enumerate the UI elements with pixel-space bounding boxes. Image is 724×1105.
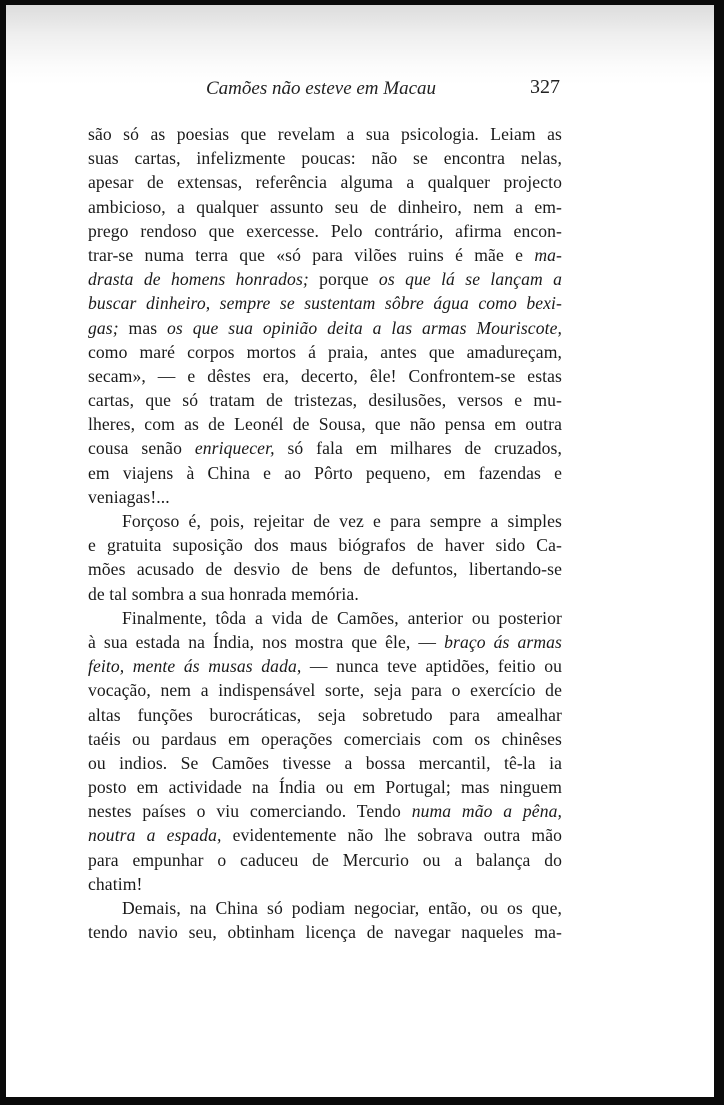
text-line: posto em actividade na Índia ou em Portugal; mas ninguem [88,777,562,798]
text-line: mões acusado de desvio de bens de defuntos, libertando-se [88,559,562,580]
text-line: feito, mente ás musas dada, — nunca teve aptidões, feitio ou [88,656,562,677]
text-line: buscar dinheiro, sempre se sustentam sôbre água como bexi- [88,293,562,314]
running-title: Camões não esteve em Macau [206,78,437,99]
text-line: gas; mas os que sua opinião deita a las armas Mouriscote, [88,317,562,338]
text-line: taéis ou pardaus em operações comerciais com os chinêses [88,728,562,749]
text-line: veniagas!... [88,486,170,507]
text-line: noutra a espada, evidentemente não lhe sobrava outra mão [88,825,562,846]
text-line: apesar de extensas, referência alguma a qualquer projecto [88,172,562,193]
text-line: trar-se numa terra que «só para vilões ruins é mãe e ma- [88,244,562,265]
text-line: secam», — e dêstes era, decerto, êle! Confrontem-se estas [88,365,562,386]
text-line: chatim! [88,873,143,894]
text-line: drasta de homens honrados; porque os que lá se lançam a [88,269,562,290]
text-line: em viajens à China e ao Pôrto pequeno, em fazendas e [88,462,562,483]
page-number: 327 [530,76,560,98]
text-line: altas funções burocráticas, seja sobretudo para amealhar [88,704,562,725]
text-line: são só as poesias que revelam a sua psicologia. Leiam as [88,124,562,144]
text-line: nestes países o viu comerciando. Tendo numa mão a pêna, [88,801,563,822]
book-page [6,5,714,1097]
text-line: cousa senão enriquecer, só fala em milhares de cruzados, [88,438,562,459]
text-line: ou indios. Se Camões tivesse a bossa mercantil, tê-la ia [88,752,562,773]
text-line: como maré corpos mortos á praia, antes que amadureçam, [88,341,562,362]
text-line: vocação, nem a indispensável sorte, seja para o exercício de [88,680,562,701]
text-line: e gratuita suposição dos maus biógrafos de haver sido Ca- [88,535,562,556]
text-line: Forçoso é, pois, rejeitar de vez e para sempre a simples [122,511,562,531]
text-line: lheres, com as de Leonél de Sousa, que não pensa em outra [88,414,562,435]
text-line: Finalmente, tôda a vida de Camões, anterior ou posterior [122,607,562,628]
text-line: tendo navio seu, obtinham licença de navegar naqueles ma- [88,922,562,943]
text-line: à sua estada na Índia, nos mostra que êle, — braço ás armas [88,631,562,652]
text-line: Demais, na China só podiam negociar, então, ou os que, [122,898,562,918]
text-line: suas cartas, infelizmente poucas: não se encontra nelas, [88,148,562,169]
page-header [6,78,714,108]
text-line: para empunhar o caduceu de Mercurio ou a balança do [88,849,562,870]
text-line: ambicioso, a qualquer assunto seu de dinheiro, nem a em- [88,196,562,217]
text-line: prego rendoso que exercesse. Pelo contrário, afirma encon- [88,220,562,241]
text-line: de tal sombra a sua honrada memória. [88,583,359,604]
body-text [88,122,562,944]
text-line: cartas, que só tratam de tristezas, desilusões, versos e mu- [88,390,562,411]
